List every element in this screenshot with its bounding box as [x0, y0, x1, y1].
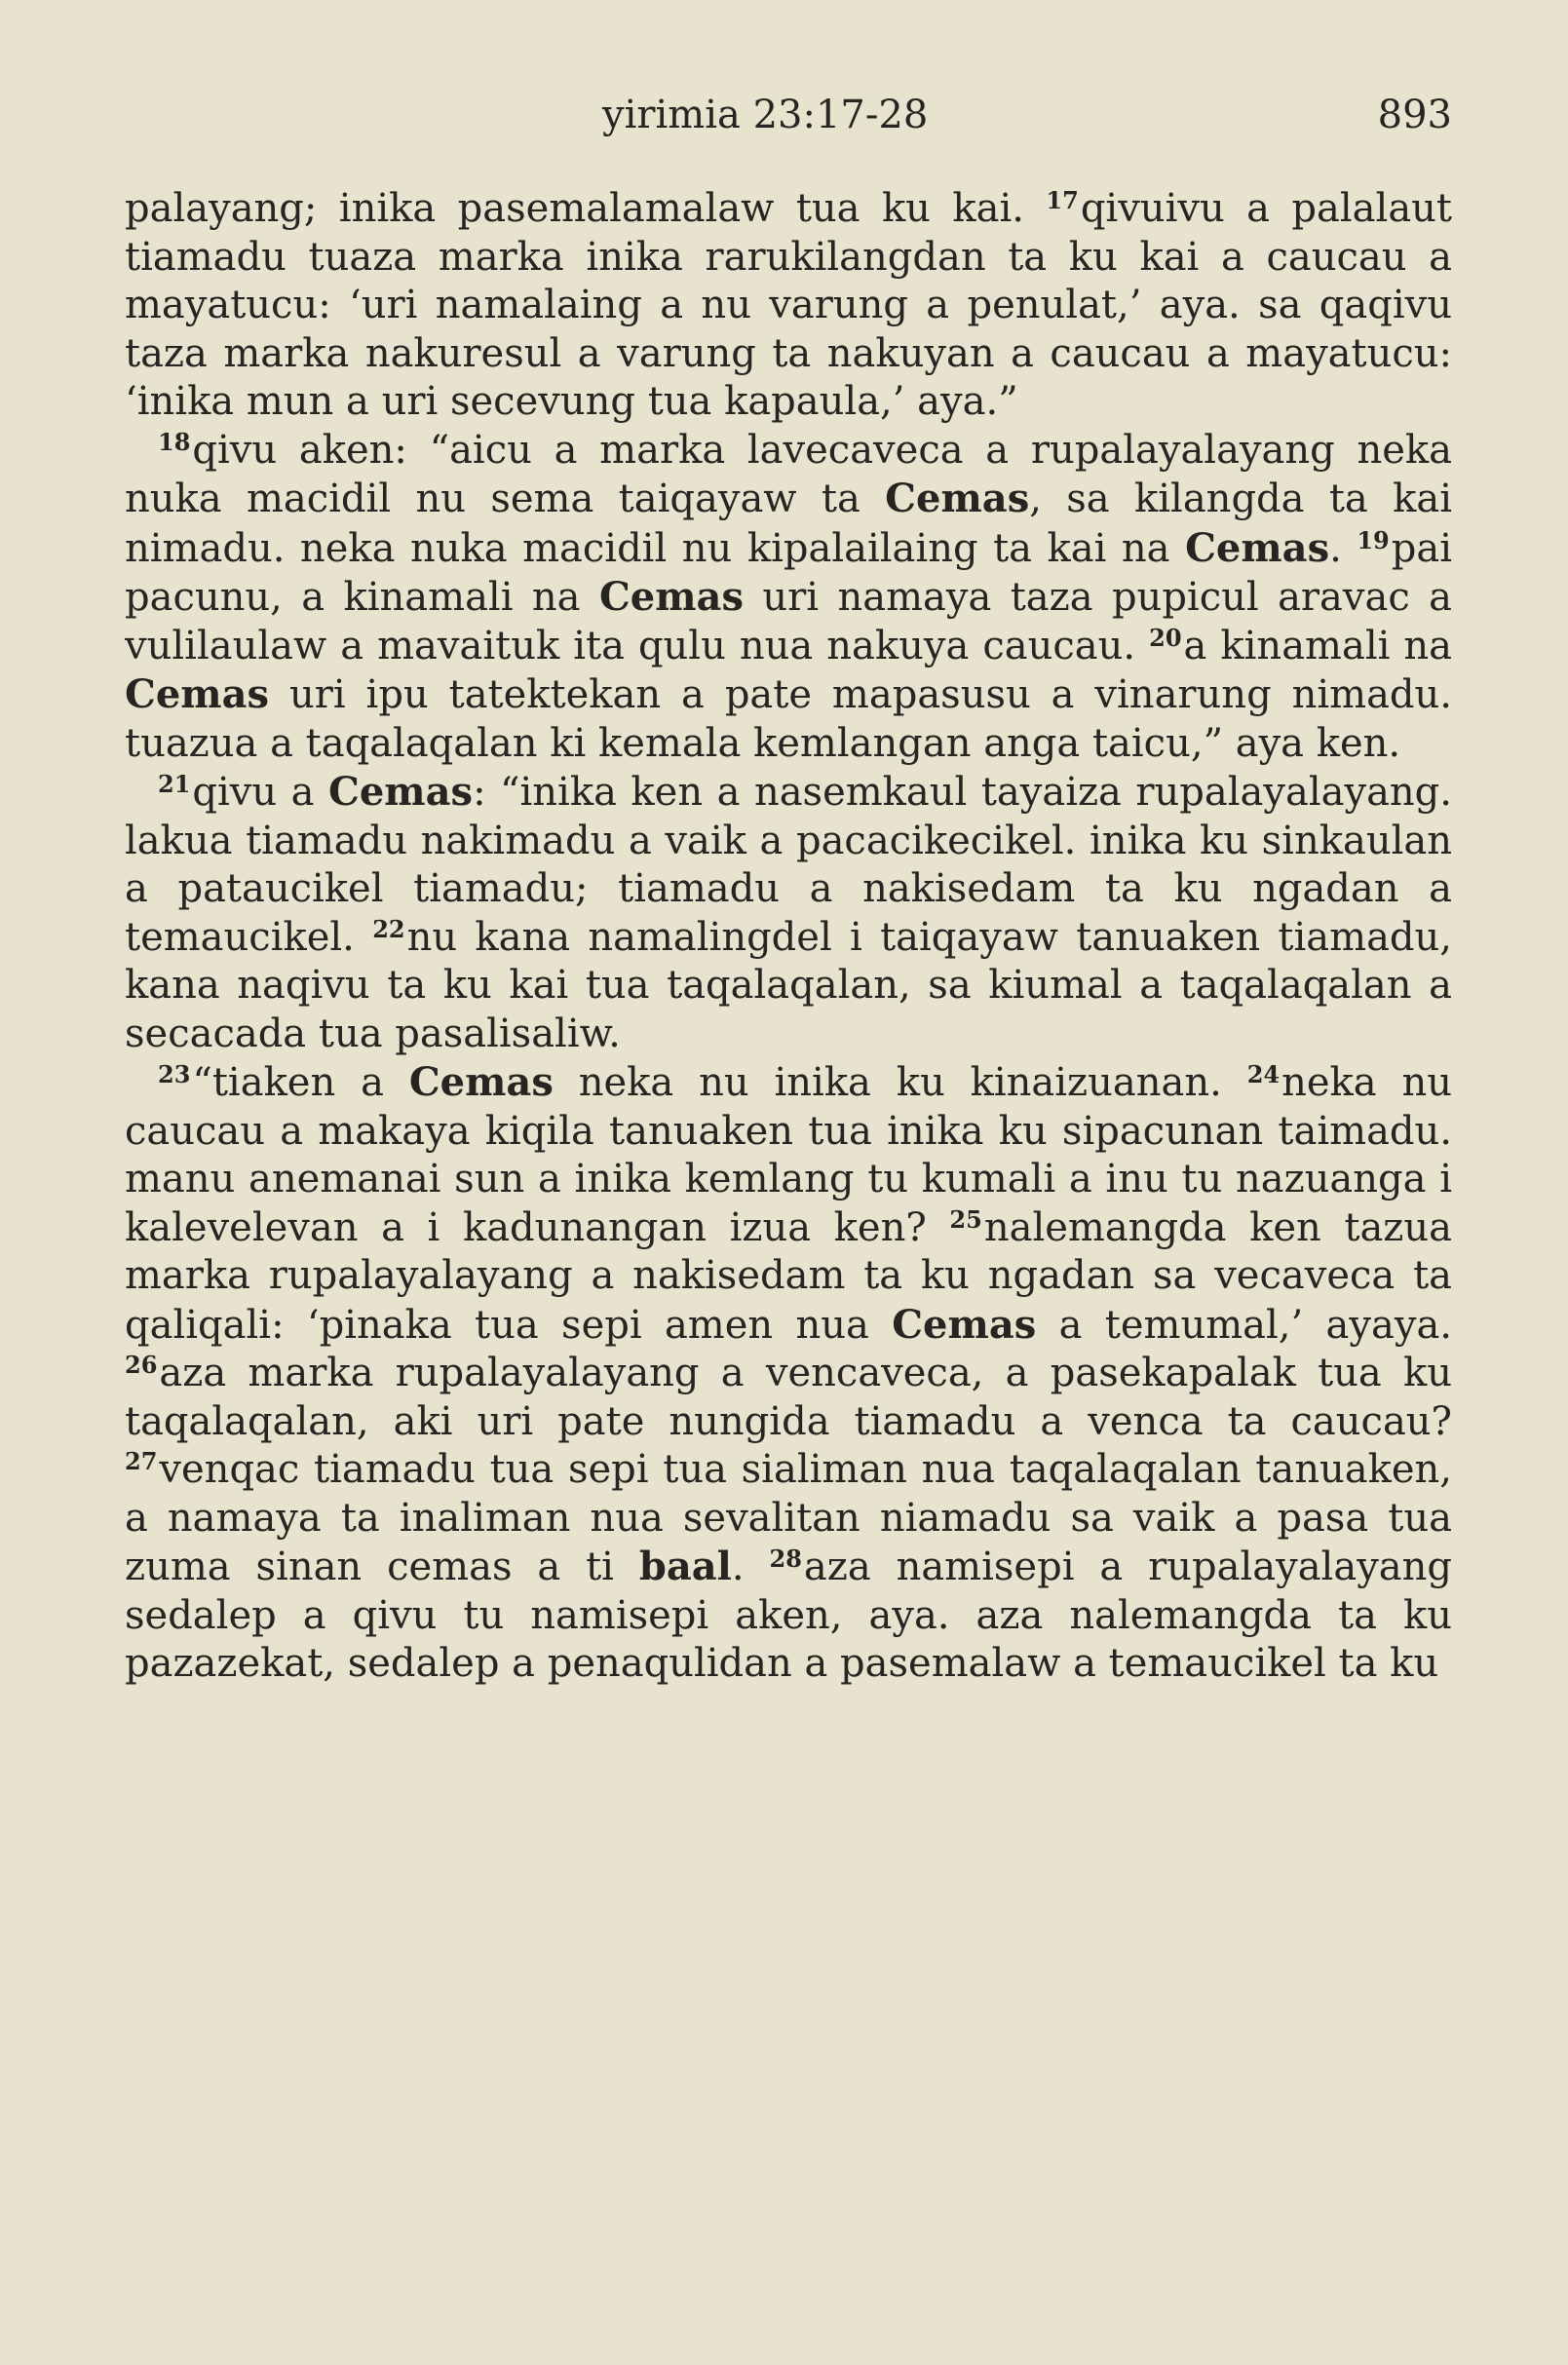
text-run: , sa kilangda ta kai nimadu. neka nuka macidil nu kipalailaing ta kai na: [125, 477, 1453, 571]
verse-number: 24: [1246, 1060, 1281, 1088]
divine-name: Cemas: [328, 769, 474, 815]
body-text: [125, 185, 1452, 1689]
verse-number: 18: [158, 427, 191, 456]
text-run: “tiaken a: [192, 1060, 384, 1105]
verse-number: 19: [1357, 525, 1390, 554]
running-header: [125, 93, 1452, 151]
verse-number: 23: [158, 1060, 191, 1088]
divine-name: Cemas: [125, 671, 270, 717]
text-run: a temumal,’ ayaya.: [1058, 1302, 1453, 1348]
text-run: pai pacunu, a kinamali na: [125, 525, 1453, 620]
verse-number: 21: [158, 770, 191, 798]
running-title: yirimia 23:17-28: [602, 93, 929, 137]
text-run: aza marka rupalayalayang a vencaveca, a pasekapalak tua ku taqalaqalan, aki uri pate nungida tiamadu a venca ta caucau?: [125, 1351, 1452, 1444]
paragraph: [125, 185, 1452, 427]
text-run: qivu aken: “aicu a marka lavecaveca a rupalayalayang neka nuka macidil nu sema taiqayaw ta: [125, 427, 1452, 521]
paragraph: [125, 427, 1452, 769]
text-run: palayang; inika pasemalamalaw tua ku kai.: [125, 186, 1024, 231]
divine-name: Cemas: [408, 1059, 554, 1105]
text-run: nu kana namalingdel i taiqayaw tanuaken tiamadu, kana naqivu ta ku kai tua taqalaqalan, sa kiumal a taqalaqalan a secacada tua pasalisaliw.: [125, 914, 1453, 1056]
verse-number: 17: [1046, 186, 1079, 214]
text-run: qivuivu a palalaut tiamadu tuaza marka inika rarukilangdan ta ku kai a caucau a mayatucu: ‘uri namalaing a nu varung a penulat,’ aya. sa qaqivu taza marka nakuresul a varung ta nakuyan a caucau a mayatucu: ‘inika mun a uri secevung tua kapaula,’ aya.”: [125, 186, 1452, 424]
verse-number: 28: [769, 1545, 802, 1573]
divine-name: Cemas: [892, 1301, 1037, 1348]
verse-number: 26: [125, 1351, 158, 1379]
verse-number: 25: [949, 1204, 982, 1234]
verse-number: 20: [1149, 623, 1182, 652]
divine-name: Cemas: [598, 574, 744, 620]
divine-name: Cemas: [1185, 524, 1330, 571]
text-run: neka nu caucau a makaya kiqila tanuaken tua inika ku sipacunan taimadu. manu anemanai sun a inika kemlang tu kumali a inu tu nazuanga i kalevelevan a i kadunangan izua ken?: [125, 1060, 1452, 1250]
text-run: : “inika ken a nasemkaul tayaiza rupalayalayang. lakua tiamadu nakimadu a vaik a pacacikecikel. inika ku sinkaulan a pataucikel tiamadu; tiamadu a nakisedam ta ku ngadan a temaucikel.: [125, 770, 1452, 960]
text-run: aza namisepi a rupalayalayang sedalep a qivu tu namisepi aken, aya. aza nalemangda ta ku pazazekat, sedalep a penaqulidan a pasemalaw a temaucikel ta ku: [125, 1545, 1453, 1686]
paragraph: [125, 1058, 1452, 1689]
page-number: 893: [1377, 93, 1452, 137]
text-run: uri namaya taza pupicul aravac a vulilaulaw a mavaituk ita qulu nua nakuya caucau.: [125, 575, 1452, 668]
text-run: .: [731, 1545, 745, 1589]
verse-number: 22: [372, 914, 405, 943]
text-run: nalemangda ken tazua marka rupalayalayang a nakisedam ta ku ngadan sa vecaveca ta qaliqali: ‘pinaka tua sepi amen nua: [125, 1204, 1452, 1348]
text-run: a kinamali na: [1183, 623, 1453, 668]
text-run: neka nu inika ku kinaizuanan.: [578, 1060, 1222, 1105]
text-run: venqac tiamadu tua sepi tua sialiman nua taqalaqalan tanuaken, a namaya ta inaliman nua sevalitan niamadu sa vaik a pasa tua zuma sinan cemas a ti: [125, 1447, 1452, 1589]
divine-name: Cemas: [885, 476, 1030, 521]
paragraph: [125, 768, 1452, 1058]
text-run: qivu a: [192, 770, 315, 815]
divine-name: baal: [638, 1544, 732, 1589]
verse-number: 27: [125, 1447, 158, 1475]
text-run: uri ipu tatektekan a pate mapasusu a vinarung nimadu. tuazua a taqalaqalan ki kemala kemlangan anga taicu,” aya ken.: [125, 672, 1453, 766]
text-run: .: [1329, 525, 1342, 571]
